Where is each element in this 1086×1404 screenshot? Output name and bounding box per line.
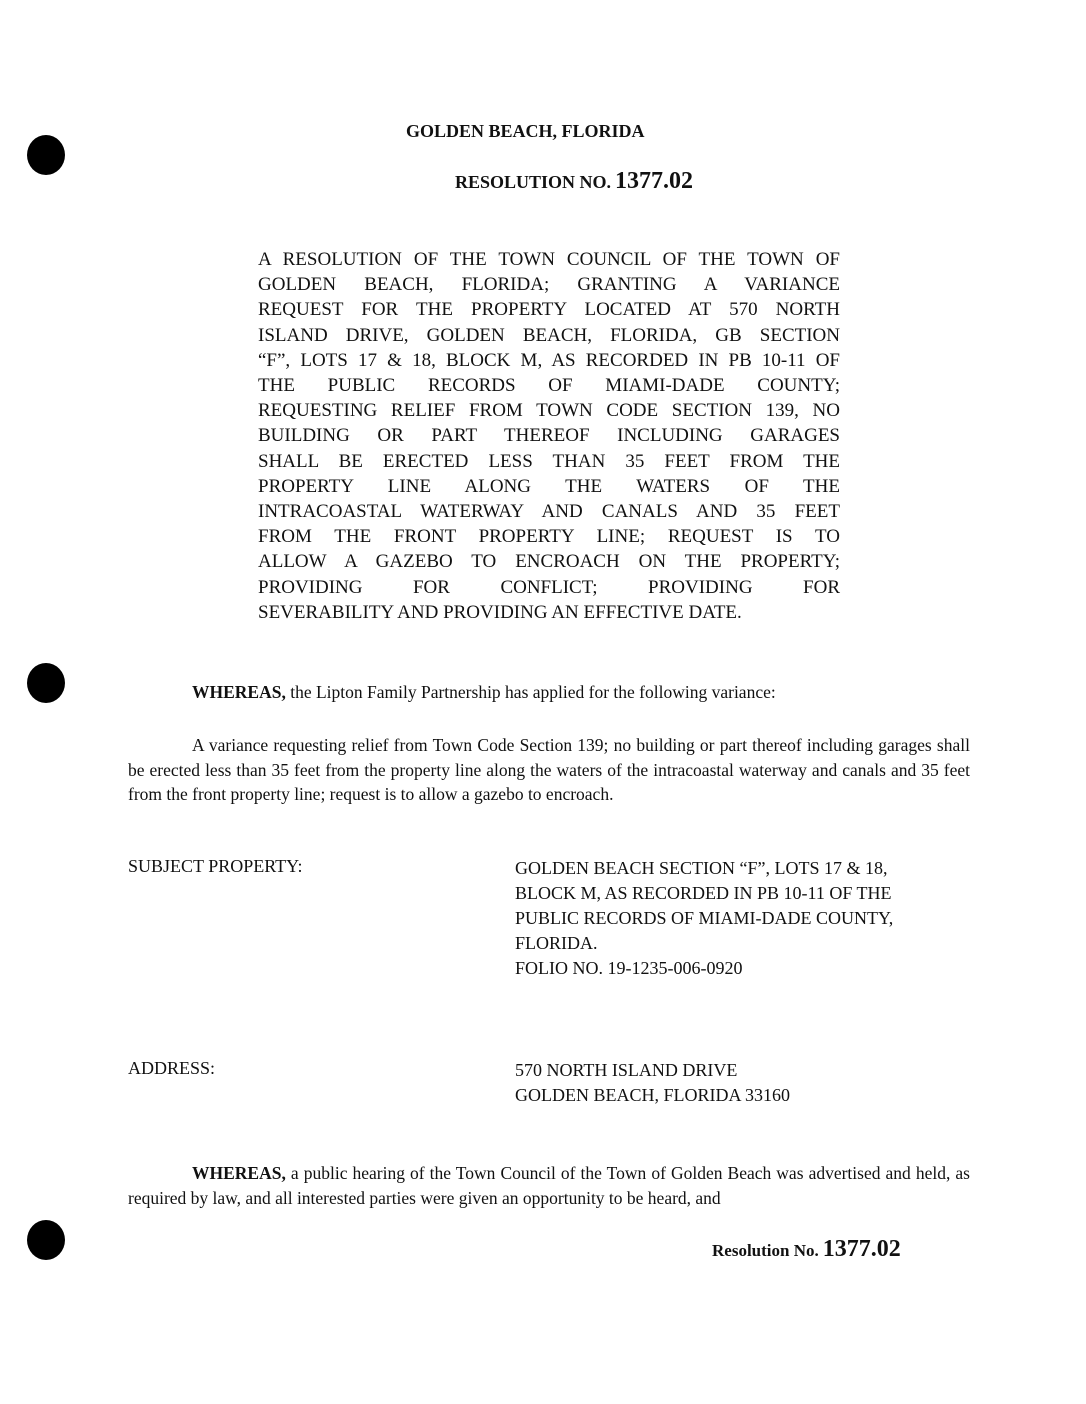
footer-number: 1377.02 [822,1236,901,1262]
resolution-abstract [258,247,840,625]
abstract-line: INTRACOASTAL WATERWAY AND CANALS AND 35 FEET [258,501,840,523]
abstract-line: A RESOLUTION OF THE TOWN COUNCIL OF THE TOWN OF [258,249,840,270]
subject-property-label: SUBJECT PROPERTY: [128,856,303,876]
document-title: GOLDEN BEACH, FLORIDA [406,121,645,141]
resolution-label: RESOLUTION NO. [455,172,612,192]
property-line: FLORIDA. [515,933,598,953]
page-footer [712,1236,901,1263]
abstract-line: BUILDING OR PART THEREOF INCLUDING GARAGES [258,425,840,447]
whereas-lead: WHEREAS, [192,1163,286,1183]
property-line: BLOCK M, AS RECORDED IN PB 10-11 OF THE [515,883,892,903]
abstract-line: GOLDEN BEACH, FLORIDA; GRANTING A VARIANCE [258,274,840,296]
punch-hole [27,1220,65,1260]
resolution-number: 1377.02 [615,168,694,194]
abstract-line: PROPERTY LINE ALONG THE WATERS OF THE [258,475,840,497]
abstract-line: FROM THE FRONT PROPERTY LINE; REQUEST IS TO [258,526,840,548]
folio-number: FOLIO NO. 19-1235-006-0920 [515,958,743,978]
resolution-heading [455,168,693,195]
property-line: PUBLIC RECORDS OF MIAMI-DADE COUNTY, [515,908,894,928]
abstract-line: PROVIDING FOR CONFLICT; PROVIDING FOR [258,576,840,598]
abstract-line: THE PUBLIC RECORDS OF MIAMI-DADE COUNTY; [258,375,840,397]
whereas-lead: WHEREAS, [192,682,286,702]
property-line: GOLDEN BEACH SECTION “F”, LOTS 17 & 18, [515,858,888,878]
address-line: GOLDEN BEACH, FLORIDA 33160 [515,1085,791,1105]
subject-property-value [515,856,970,981]
whereas-text: the Lipton Family Partnership has applied for the following variance: [285,682,776,702]
abstract-line: REQUESTING RELIEF FROM TOWN CODE SECTION 139, NO [258,400,840,422]
address-value [515,1058,970,1108]
footer-label: Resolution No. [712,1241,819,1260]
punch-hole [27,663,65,703]
abstract-line: ISLAND DRIVE, GOLDEN BEACH, FLORIDA, GB SECTION [258,324,840,346]
whereas-hearing [128,1161,970,1210]
address-line: 570 NORTH ISLAND DRIVE [515,1060,738,1080]
variance-description: A variance requesting relief from Town Code Section 139; no building or part thereof including garages shall be erected less than 35 feet from the property line along the waters of the intracoastal waterway and canals and 35 feet from the front property line; request is to allow a gazebo to encroach. [128,735,970,804]
whereas-text: a public hearing of the Town Council of the Town of Golden Beach was advertised and held, as required by law, and all interested parties were given an opportunity to be heard, and [128,1163,970,1208]
abstract-line: REQUEST FOR THE PROPERTY LOCATED AT 570 NORTH [258,299,840,321]
abstract-line: ALLOW A GAZEBO TO ENCROACH ON THE PROPERTY; [258,551,840,573]
abstract-line: SEVERABILITY AND PROVIDING AN EFFECTIVE DATE. [258,601,742,623]
abstract-line: “F”, LOTS 17 & 18, BLOCK M, AS RECORDED IN PB 10-11 OF [258,349,840,371]
punch-hole [27,135,65,175]
whereas-applicant [128,680,970,705]
address-label: ADDRESS: [128,1058,216,1078]
abstract-line: SHALL BE ERECTED LESS THAN 35 FEET FROM THE [258,450,840,472]
